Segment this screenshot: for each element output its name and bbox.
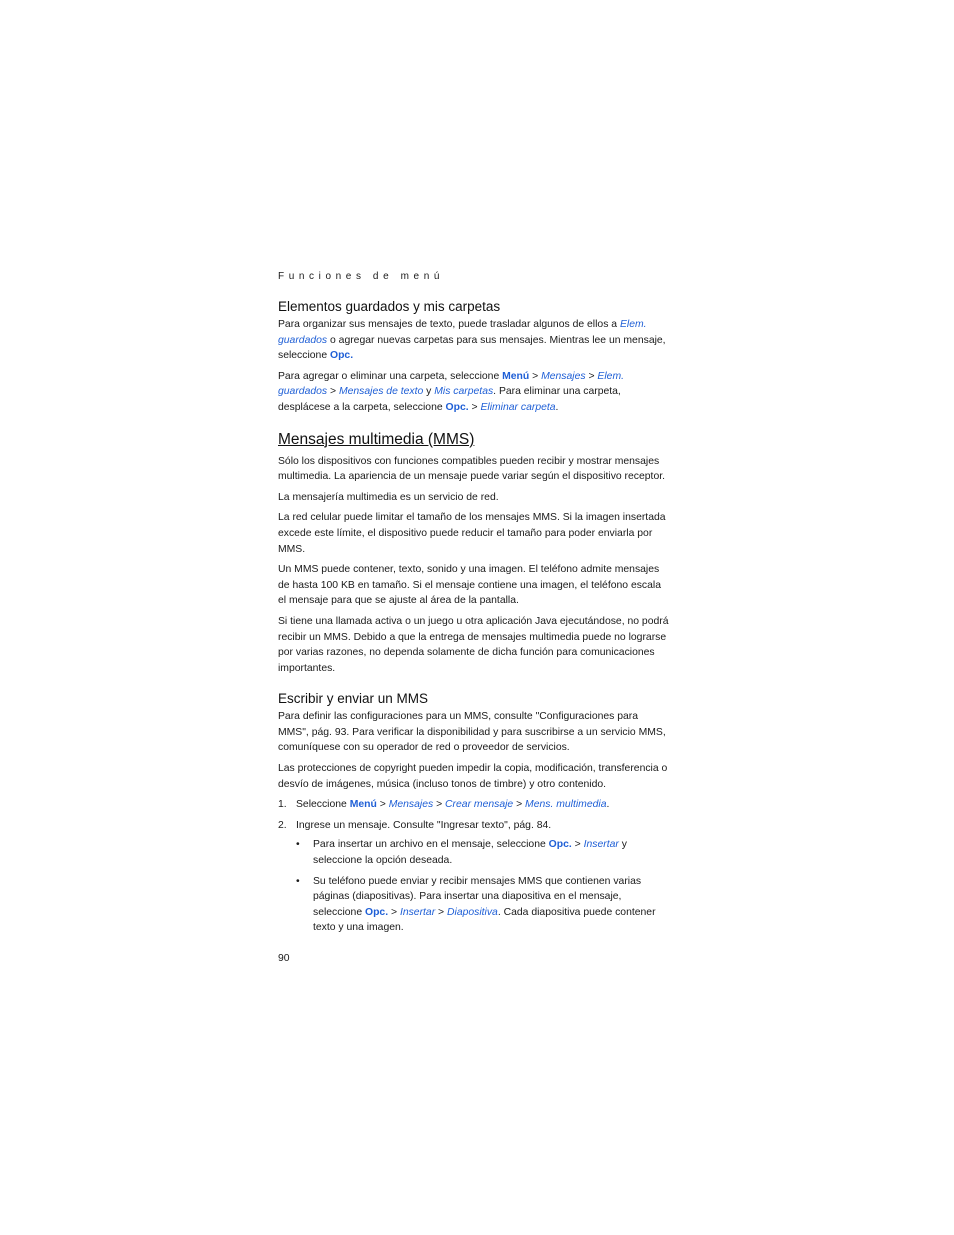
- softkey-opc: Opc.: [329, 350, 354, 362]
- text: .: [555, 401, 559, 413]
- separator: >: [388, 906, 400, 918]
- step-number: 2.: [278, 819, 287, 831]
- menu-item-insertar: Insertar: [399, 906, 436, 918]
- softkey-opc: Opc.: [548, 839, 572, 851]
- softkey-opc: Opc.: [364, 906, 389, 918]
- separator: >: [571, 839, 584, 851]
- paragraph-saved-items-2: [278, 369, 670, 416]
- bullet-icon: •: [296, 875, 300, 887]
- separator: >: [468, 401, 481, 413]
- heading-saved-items: Elementos guardados y mis carpetas: [278, 299, 501, 314]
- paragraph-mms-5: Si tiene una llamada activa o un juego u otra aplicación Java ejecutándose, no podrá recibir un MMS. Debido a que la entrega de mensajes multimedia puede no lograrse por varias razones, no dependa solamente de dicha función para comunicaciones importantes.: [278, 615, 669, 674]
- paragraph-saved-items-1: [278, 317, 670, 364]
- menu-item-crear-mensaje: Crear mensaje: [445, 799, 514, 811]
- section-title-mms: Mensajes multimedia (MMS): [278, 430, 475, 448]
- text: y seleccione la opción deseada.: [313, 839, 627, 867]
- menu-item-elem-guardados: Elem. guardados: [278, 319, 647, 346]
- separator: >: [376, 799, 389, 811]
- steps-list: [278, 797, 670, 936]
- running-head: Funciones de menú: [278, 271, 445, 282]
- menu-item-diapositiva: Diapositiva: [447, 906, 498, 918]
- text: Seleccione: [296, 799, 350, 811]
- text: o agregar nuevas carpetas para sus mensajes. Mientras lee un mensaje, seleccione: [278, 334, 666, 362]
- separator: >: [585, 370, 598, 382]
- text: Para organizar sus mensajes de texto, puede trasladar algunos de ellos a: [278, 319, 620, 330]
- bullet-list: [278, 837, 670, 936]
- text: Su teléfono puede enviar y recibir mensajes MMS que contienen varias páginas (diapositivas). Para insertar una diapositiva en el mensaje, seleccione: [313, 875, 642, 918]
- text: Ingrese un mensaje. Consulte "Ingresar texto", pág. 84.: [296, 819, 552, 831]
- step-number: 1.: [278, 799, 287, 811]
- bullet-icon: •: [296, 839, 300, 851]
- text: . Para eliminar una carpeta, desplácese a la carpeta, seleccione: [278, 386, 621, 413]
- menu-item-insertar: Insertar: [583, 839, 619, 851]
- page-number: 90: [278, 953, 290, 964]
- separator: >: [513, 799, 526, 811]
- text: .: [606, 799, 610, 811]
- paragraph-mms-2: La mensajería multimedia es un servicio de red.: [278, 491, 499, 503]
- menu-item-elem-guardados: Elem. guardados: [278, 370, 624, 398]
- text: . Cada diapositiva puede contener texto y una imagen.: [313, 906, 656, 934]
- step-1: [278, 797, 670, 813]
- heading-write-send-mms: Escribir y enviar un MMS: [278, 691, 429, 707]
- manual-page: [278, 270, 670, 966]
- paragraph-mms-4: Un MMS puede contener, texto, sonido y una imagen. El teléfono admite mensajes de hasta 100 KB en tamaño. Si el mensaje contiene una imagen, el teléfono escala el mensaje para que se ajuste al área de la pantalla.: [278, 564, 661, 607]
- text: Para insertar un archivo en el mensaje, seleccione: [313, 839, 549, 851]
- bullet-item-2: [278, 874, 670, 936]
- menu-item-mensajes: Mensajes: [388, 799, 434, 811]
- menu-item-mis-carpetas: Mis carpetas: [434, 386, 494, 398]
- paragraph-write-send-1: Para definir las configuraciones para un MMS, consulte "Configuraciones para MMS", pág. 93. Para verificar la disponibilidad y para suscribirse a un servicio MMS, comuníquese con su operador de red o proveedor de servicios.: [278, 711, 666, 754]
- bullet-item-1: [278, 837, 670, 868]
- separator: >: [435, 906, 448, 918]
- menu-item-mensajes-de-texto: Mensajes de texto: [338, 386, 424, 398]
- separator: y: [423, 386, 435, 398]
- paragraph-mms-1: Sólo los dispositivos con funciones compatibles pueden recibir y mostrar mensajes multimedia. La apariencia de un mensaje puede variar según el dispositivo receptor.: [278, 455, 665, 483]
- text: Para agregar o eliminar una carpeta, seleccione: [278, 370, 503, 382]
- separator: >: [327, 386, 339, 398]
- step-2: [278, 818, 670, 936]
- softkey-menu: Menú: [502, 370, 530, 382]
- menu-item-mens-multimedia: Mens. multimedia: [525, 799, 607, 811]
- softkey-opc: Opc.: [445, 401, 469, 413]
- paragraph-write-send-2: Las protecciones de copyright pueden impedir la copia, modificación, transferencia o desvío de imágenes, música (incluso tonos de timbre) y otro contenido.: [278, 763, 668, 790]
- softkey-menu: Menú: [349, 799, 377, 811]
- paragraph-mms-3: La red celular puede limitar el tamaño de los mensajes MMS. Si la imagen insertada excede este límite, el dispositivo puede reducir el tamaño para poder enviarla por MMS.: [278, 512, 666, 555]
- menu-item-mensajes: Mensajes: [541, 370, 586, 382]
- separator: >: [433, 799, 446, 811]
- menu-item-eliminar-carpeta: Eliminar carpeta: [480, 401, 556, 413]
- separator: >: [529, 370, 542, 382]
